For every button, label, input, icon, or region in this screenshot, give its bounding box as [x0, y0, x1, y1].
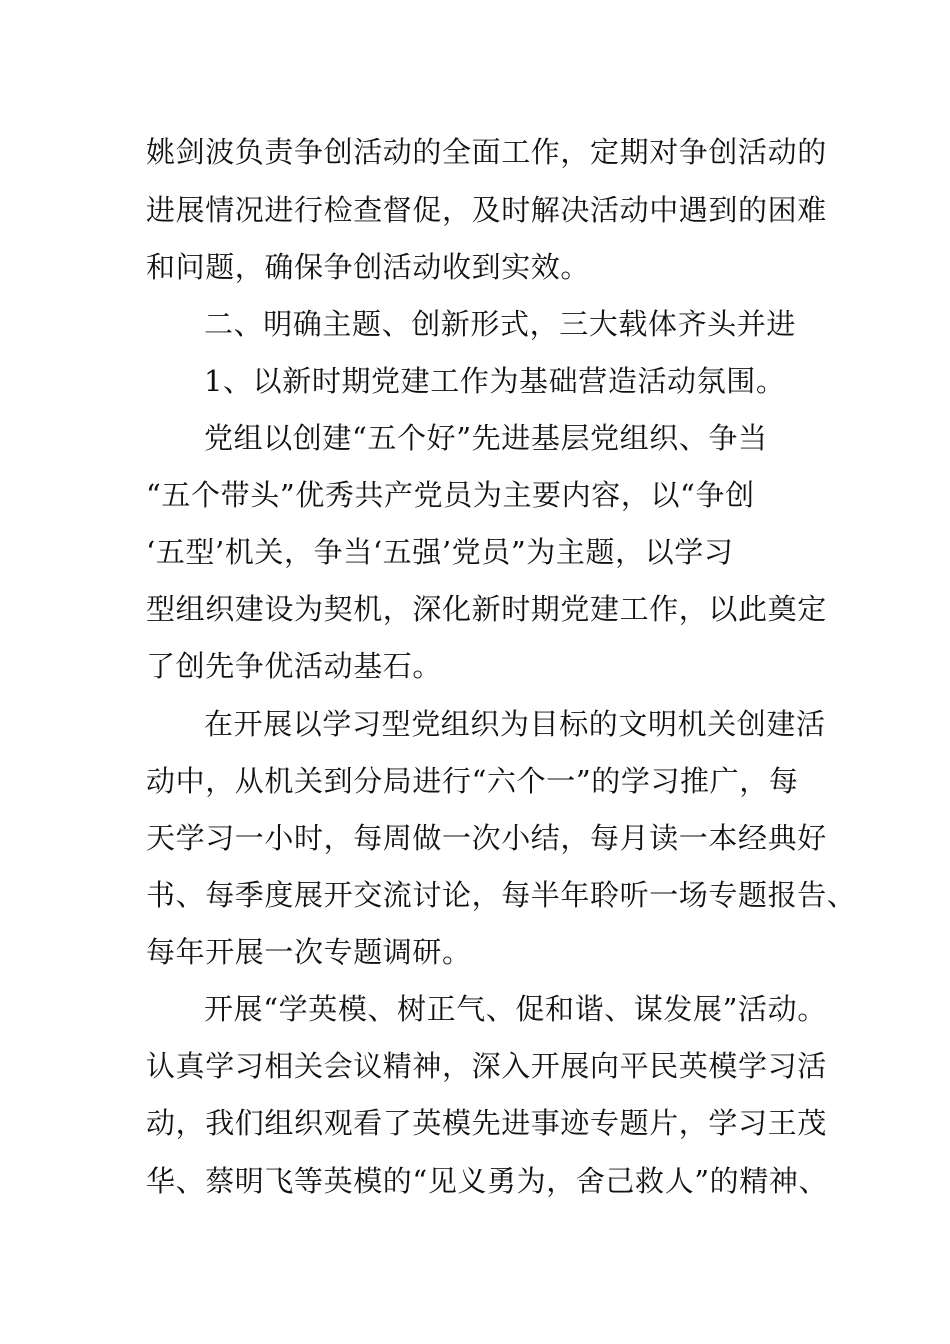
body-text-line: 华、蔡明飞等英模的“见义勇为，舍己救人”的精神、: [146, 1164, 829, 1198]
body-text-line: 动，我们组织观看了英模先进事迹专题片，学习王茂: [146, 1106, 827, 1140]
body-text-line: 姚剑波负责争创活动的全面工作，定期对争创活动的: [146, 135, 827, 169]
body-text-line: 开展“学英模、树正气、促和谐、谋发展”活动。: [204, 992, 827, 1026]
body-text-line: 在开展以学习型党组织为目标的文明机关创建活: [204, 707, 826, 741]
body-text-line: 和问题，确保争创活动收到实效。: [146, 250, 591, 284]
body-text-line: 书、每季度展开交流讨论，每半年聆听一场专题报告、: [146, 878, 857, 912]
body-text-line: 了创先争优活动基石。: [146, 649, 443, 683]
body-text-line: 认真学习相关会议精神，深入开展向平民英模学习活: [146, 1049, 827, 1083]
body-text-line: 进展情况进行检查督促，及时解决活动中遇到的困难: [146, 193, 827, 227]
section-heading: 二、明确主题、创新形式，三大载体齐头并进: [204, 307, 797, 341]
body-text-line: 型组织建设为契机，深化新时期党建工作，以此奠定: [146, 592, 827, 626]
subsection-heading: 1、以新时期党建工作为基础营造活动氛围。: [204, 364, 786, 398]
body-text-line: ‘五型’机关，争当‘五强’党员”为主题，以学习: [146, 535, 734, 569]
body-text-line: 每年开展一次专题调研。: [146, 935, 472, 969]
body-text-line: 天学习一小时，每周做一次小结，每月读一本经典好: [146, 821, 827, 855]
body-text-line: “五个带头”优秀共产党员为主要内容，以“争创: [146, 478, 755, 512]
body-text-line: 动中，从机关到分局进行“六个一”的学习推广，每: [146, 764, 799, 798]
body-text-line: 党组以创建“五个好”先进基层党组织、争当: [204, 421, 768, 455]
